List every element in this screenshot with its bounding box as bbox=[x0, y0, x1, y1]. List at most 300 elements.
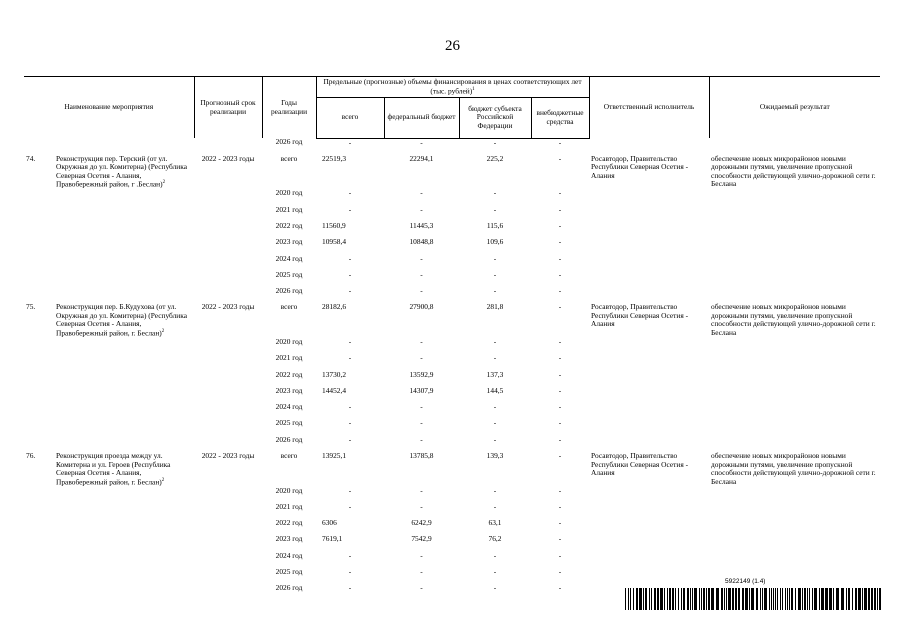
empty-cell bbox=[589, 387, 709, 403]
barcode-bar bbox=[703, 588, 705, 610]
empty-cell bbox=[589, 189, 709, 205]
federal-cell: - bbox=[420, 550, 423, 560]
empty-cell bbox=[709, 338, 880, 354]
total-cell: - bbox=[348, 204, 352, 214]
barcode-bar bbox=[798, 588, 801, 610]
empty-cell bbox=[589, 255, 709, 271]
federal-cell: 13592,9 bbox=[409, 369, 434, 379]
barcode-bar bbox=[836, 588, 839, 610]
total-cell: - bbox=[348, 286, 352, 296]
empty-cell bbox=[589, 503, 709, 519]
barcode-bar bbox=[630, 588, 631, 610]
subject-cell: - bbox=[493, 583, 497, 593]
responsible-cell: Росавтодор, Правительство Республики Северная Осетия - Алания bbox=[591, 451, 689, 478]
federal-cell: 13785,8 bbox=[409, 451, 434, 461]
barcode-bar bbox=[874, 588, 876, 610]
empty-cell bbox=[54, 584, 194, 600]
empty-cell bbox=[194, 487, 262, 503]
total-cell: - bbox=[348, 485, 352, 495]
table-body bbox=[24, 138, 880, 601]
extra-cell: - bbox=[558, 336, 562, 346]
extra-cell: - bbox=[558, 485, 562, 495]
empty-cell bbox=[709, 255, 880, 271]
barcode-bar bbox=[812, 588, 813, 610]
item-name-cell bbox=[54, 303, 194, 338]
year-cell: 2022 год bbox=[275, 220, 303, 230]
empty-cell bbox=[709, 271, 880, 287]
item-term-cell: 2022 - 2023 годы bbox=[201, 302, 255, 312]
barcode-bar bbox=[848, 588, 850, 610]
barcode-bar bbox=[858, 588, 861, 610]
barcode-bar bbox=[855, 588, 857, 610]
barcode-bar bbox=[724, 588, 725, 610]
item-number-cell: 76. bbox=[26, 451, 36, 461]
table-row bbox=[24, 238, 880, 254]
federal-cell: - bbox=[420, 567, 423, 577]
barcode-bar bbox=[690, 588, 691, 610]
federal-cell: - bbox=[420, 137, 423, 147]
empty-cell bbox=[709, 535, 880, 551]
total-cell: 10958,4 bbox=[322, 237, 347, 247]
barcode-bar bbox=[833, 588, 834, 610]
table-row bbox=[24, 138, 880, 155]
table-row bbox=[24, 371, 880, 387]
empty-cell bbox=[24, 436, 54, 452]
barcode-bar bbox=[829, 588, 832, 610]
item-name-cell bbox=[54, 452, 194, 487]
empty-cell bbox=[24, 338, 54, 354]
extra-cell: - bbox=[558, 418, 562, 428]
federal-cell: 7542,9 bbox=[411, 534, 432, 544]
barcode-bar bbox=[868, 588, 870, 610]
empty-cell bbox=[24, 419, 54, 435]
extra-cell: - bbox=[558, 353, 562, 363]
col-financing-header: Предельные (прогнозные) объемы финансирования в ценах соответствующих лет (тыс. рублей)$^1$ bbox=[316, 77, 589, 98]
empty-cell bbox=[194, 222, 262, 238]
barcode-bar bbox=[664, 588, 665, 610]
total-cell: 28182,6 bbox=[322, 302, 347, 312]
table-row bbox=[24, 271, 880, 287]
subject-cell: 144,5 bbox=[486, 385, 504, 395]
empty-cell bbox=[709, 519, 880, 535]
extra-cell: - bbox=[558, 583, 562, 593]
empty-cell bbox=[194, 403, 262, 419]
barcode-bar bbox=[756, 588, 758, 610]
subject-cell: - bbox=[493, 336, 497, 346]
total-cell: - bbox=[348, 353, 352, 363]
barcode-bar bbox=[716, 588, 719, 610]
barcode-bar bbox=[726, 588, 727, 610]
empty-cell bbox=[709, 206, 880, 222]
subject-cell: 137,3 bbox=[486, 369, 504, 379]
federal-cell: - bbox=[420, 418, 423, 428]
federal-cell: - bbox=[420, 286, 423, 296]
extra-cell: - bbox=[558, 534, 562, 544]
extra-cell: - bbox=[558, 518, 562, 528]
extra-cell: - bbox=[558, 269, 562, 279]
barcode-bar bbox=[678, 588, 679, 610]
empty-cell bbox=[54, 552, 194, 568]
empty-cell bbox=[194, 519, 262, 535]
total-cell: 11560,9 bbox=[322, 220, 346, 230]
year-cell: 2025 год bbox=[275, 269, 303, 279]
empty-cell bbox=[709, 222, 880, 238]
subject-cell: 109,6 bbox=[486, 237, 504, 247]
table-row bbox=[24, 303, 880, 338]
barcode-number: 5922149 (1.4) bbox=[725, 578, 766, 585]
responsible-cell: Росавтодор, Правительство Республики Северная Осетия - Алания bbox=[591, 302, 689, 329]
barcode-bar bbox=[789, 588, 790, 610]
federal-cell: - bbox=[420, 402, 423, 412]
result-cell: обеспечение новых микрорайонов новыми дорожными путями, увеличение пропускной способности действующей улично-дорожной сети г. Беслана bbox=[711, 451, 876, 486]
year-cell: 2026 год bbox=[275, 137, 303, 146]
barcode-bar bbox=[821, 588, 824, 610]
barcode-image bbox=[625, 588, 883, 610]
barcode-bar bbox=[802, 588, 803, 610]
subject-cell: 115,6 bbox=[486, 220, 504, 230]
result-cell: обеспечение новых микрорайонов новыми дорожными путями, увеличение пропускной способности действующей улично-дорожной сети г. Беслана bbox=[711, 302, 876, 337]
empty-cell bbox=[589, 238, 709, 254]
empty-cell bbox=[54, 238, 194, 254]
subject-cell: - bbox=[493, 269, 497, 279]
empty-cell bbox=[589, 436, 709, 452]
empty-cell bbox=[24, 371, 54, 387]
empty-cell bbox=[589, 487, 709, 503]
empty-cell bbox=[589, 222, 709, 238]
empty-cell bbox=[54, 568, 194, 584]
barcode-bar bbox=[745, 588, 748, 610]
barcode-bar bbox=[791, 588, 793, 610]
extra-cell: - bbox=[558, 237, 562, 247]
empty-cell bbox=[24, 206, 54, 222]
subject-cell: - bbox=[493, 353, 497, 363]
page-number: 26 bbox=[445, 38, 460, 54]
empty-cell bbox=[709, 552, 880, 568]
item-name-cell bbox=[54, 155, 194, 190]
barcode-bar bbox=[782, 588, 783, 610]
empty-cell bbox=[589, 535, 709, 551]
barcode-bar bbox=[657, 588, 659, 610]
table-row bbox=[24, 552, 880, 568]
table-row bbox=[24, 206, 880, 222]
subject-cell: - bbox=[493, 418, 497, 428]
barcode-bar bbox=[669, 588, 671, 610]
empty-cell bbox=[194, 387, 262, 403]
empty-cell bbox=[709, 287, 880, 303]
barcode-bar bbox=[751, 588, 754, 610]
barcode-bar bbox=[694, 588, 697, 610]
empty-cell bbox=[194, 503, 262, 519]
empty-cell bbox=[54, 338, 194, 354]
table-row bbox=[24, 436, 880, 452]
empty-cell bbox=[194, 419, 262, 435]
extra-cell: - bbox=[558, 385, 562, 395]
table-row bbox=[24, 387, 880, 403]
barcode-bar bbox=[735, 588, 737, 610]
empty-cell bbox=[589, 287, 709, 303]
item-name-text: Реконструкция пер. Терский (от ул. Окружная до ул. Комитерна) (Республика Северная Осетия - Алания, Правобережный район, г .Беслан) bbox=[56, 153, 188, 189]
empty-cell bbox=[709, 503, 880, 519]
empty-cell bbox=[54, 436, 194, 452]
federal-cell: - bbox=[420, 353, 423, 363]
extra-cell: - bbox=[558, 220, 562, 230]
total-cell: - bbox=[348, 402, 352, 412]
extra-cell: - bbox=[558, 501, 562, 511]
table-row bbox=[24, 354, 880, 370]
subject-cell: - bbox=[493, 485, 497, 495]
total-cell: - bbox=[348, 583, 352, 593]
empty-cell bbox=[194, 535, 262, 551]
year-cell: всего bbox=[280, 153, 298, 163]
empty-cell bbox=[709, 238, 880, 254]
col-responsible-header: Ответственный исполнитель bbox=[589, 77, 709, 139]
empty-cell bbox=[24, 584, 54, 600]
empty-cell bbox=[24, 519, 54, 535]
subject-cell: - bbox=[493, 137, 497, 147]
empty-cell bbox=[589, 403, 709, 419]
empty-cell bbox=[54, 222, 194, 238]
empty-cell bbox=[54, 503, 194, 519]
empty-cell bbox=[589, 371, 709, 387]
col-extra-header: внебюджетные средства bbox=[531, 97, 589, 138]
subject-cell: - bbox=[493, 204, 497, 214]
federal-cell: - bbox=[420, 583, 423, 593]
year-cell: 2020 год bbox=[275, 188, 303, 198]
item-number-cell: 74. bbox=[26, 153, 36, 163]
year-cell: 2024 год bbox=[275, 253, 303, 263]
empty-cell bbox=[24, 287, 54, 303]
table-row bbox=[24, 189, 880, 205]
total-cell: - bbox=[348, 418, 352, 428]
subject-cell: - bbox=[493, 402, 497, 412]
table-row bbox=[24, 487, 880, 503]
empty-cell bbox=[24, 255, 54, 271]
federal-cell: 22294,1 bbox=[409, 153, 434, 163]
year-cell: 2020 год bbox=[275, 485, 303, 495]
federal-cell: 27900,8 bbox=[409, 302, 434, 312]
year-cell: 2026 год bbox=[275, 434, 303, 444]
barcode-bar bbox=[804, 588, 806, 610]
barcode-bar bbox=[864, 588, 867, 610]
empty-cell bbox=[24, 535, 54, 551]
empty-cell bbox=[54, 287, 194, 303]
barcode-bar bbox=[633, 588, 634, 610]
subject-cell: 63,1 bbox=[488, 518, 502, 528]
total-cell: - bbox=[348, 188, 352, 198]
barcode-bar bbox=[706, 588, 707, 610]
year-cell: 2026 год bbox=[275, 583, 303, 593]
total-cell: - bbox=[348, 269, 352, 279]
barcode-bar bbox=[877, 588, 878, 610]
empty-cell bbox=[194, 338, 262, 354]
subject-cell: - bbox=[493, 550, 497, 560]
barcode-bar bbox=[787, 588, 788, 610]
subject-cell: 225,2 bbox=[486, 153, 504, 163]
empty-cell bbox=[54, 271, 194, 287]
subject-cell: - bbox=[493, 188, 497, 198]
empty-cell bbox=[589, 206, 709, 222]
table-row bbox=[24, 222, 880, 238]
table-row bbox=[24, 155, 880, 190]
extra-cell: - bbox=[558, 302, 562, 312]
barcode-bar bbox=[773, 588, 774, 610]
item-name-text: Реконструкция пер. Б.Кудухова (от ул. Окружная до ул. Комитерна) (Республика Северная Осетия - Алания, Правобережный район, г. Беслан) bbox=[56, 302, 188, 338]
barcode-bar bbox=[636, 588, 638, 610]
barcode-bar bbox=[625, 588, 626, 610]
subject-cell: - bbox=[493, 501, 497, 511]
extra-cell: - bbox=[558, 550, 562, 560]
empty-cell bbox=[194, 238, 262, 254]
empty-cell bbox=[24, 503, 54, 519]
empty-cell bbox=[54, 387, 194, 403]
empty-cell bbox=[589, 552, 709, 568]
barcode-bar bbox=[681, 588, 682, 610]
barcode-bar bbox=[742, 588, 744, 610]
barcode-bar bbox=[645, 588, 647, 610]
empty-cell bbox=[194, 568, 262, 584]
item-term-cell: 2022 - 2023 годы bbox=[201, 153, 255, 163]
barcode-bar bbox=[862, 588, 863, 610]
empty-cell bbox=[194, 436, 262, 452]
table-row bbox=[24, 503, 880, 519]
subject-cell: - bbox=[493, 434, 497, 444]
header-row-1 bbox=[24, 77, 880, 98]
empty-cell bbox=[194, 255, 262, 271]
empty-cell bbox=[709, 371, 880, 387]
item-name-footnote: 2 bbox=[162, 180, 166, 186]
year-cell: 2026 год bbox=[275, 286, 303, 296]
year-cell: 2022 год bbox=[275, 518, 303, 528]
year-cell: 2025 год bbox=[275, 418, 303, 428]
empty-cell bbox=[589, 271, 709, 287]
barcode-bar bbox=[660, 588, 663, 610]
year-cell: 2020 год bbox=[275, 336, 303, 346]
barcode-bar bbox=[764, 588, 767, 610]
extra-cell: - bbox=[558, 204, 562, 214]
table-row bbox=[24, 519, 880, 535]
barcode-bar bbox=[628, 588, 629, 610]
table-row bbox=[24, 338, 880, 354]
empty-cell bbox=[24, 222, 54, 238]
barcode-bar bbox=[687, 588, 689, 610]
empty-cell bbox=[194, 584, 262, 600]
empty-cell bbox=[589, 354, 709, 370]
barcode-bar bbox=[711, 588, 714, 610]
table-row bbox=[24, 287, 880, 303]
empty-cell bbox=[589, 338, 709, 354]
col-years-header: Годы реализации bbox=[262, 77, 316, 139]
federal-cell: 14307,9 bbox=[409, 385, 434, 395]
barcode-bar bbox=[871, 588, 873, 610]
year-cell: всего bbox=[280, 451, 298, 461]
responsible-cell: Росавтодор, Правительство Республики Северная Осетия - Алания bbox=[591, 153, 689, 180]
empty-cell bbox=[194, 287, 262, 303]
year-cell: 2024 год bbox=[275, 550, 303, 560]
empty-cell bbox=[709, 189, 880, 205]
year-cell: 2022 год bbox=[275, 369, 303, 379]
total-cell: - bbox=[348, 501, 352, 511]
result-cell: обеспечение новых микрорайонов новыми дорожными путями, увеличение пропускной способности действующей улично-дорожной сети г. Беслана bbox=[711, 153, 876, 189]
total-cell: 22519,3 bbox=[322, 153, 347, 163]
empty-cell bbox=[54, 255, 194, 271]
federal-cell: - bbox=[420, 434, 423, 444]
total-cell: - bbox=[348, 567, 352, 577]
subject-cell: - bbox=[493, 567, 497, 577]
barcode-bar bbox=[760, 588, 761, 610]
empty-cell bbox=[194, 189, 262, 205]
item-term-cell: 2022 - 2023 годы bbox=[201, 451, 255, 461]
empty-cell bbox=[589, 519, 709, 535]
empty-cell bbox=[194, 552, 262, 568]
barcode-bar bbox=[649, 588, 650, 610]
empty-cell bbox=[24, 189, 54, 205]
extra-cell: - bbox=[558, 253, 562, 263]
total-cell: 6306 bbox=[322, 518, 337, 528]
total-cell: 7619,1 bbox=[322, 534, 343, 544]
total-cell: - bbox=[348, 137, 352, 147]
empty-cell bbox=[24, 487, 54, 503]
empty-cell bbox=[54, 403, 194, 419]
empty-cell bbox=[54, 519, 194, 535]
barcode-bar bbox=[651, 588, 652, 610]
barcode-bar bbox=[762, 588, 763, 610]
barcode-bar bbox=[672, 588, 674, 610]
empty-cell bbox=[24, 238, 54, 254]
total-cell: 14452,4 bbox=[322, 385, 347, 395]
year-cell: 2023 год bbox=[275, 385, 303, 395]
col-total-header: всего bbox=[316, 97, 384, 138]
empty-cell bbox=[54, 535, 194, 551]
subject-cell: 281,8 bbox=[486, 302, 504, 312]
barcode-bar bbox=[814, 588, 817, 610]
extra-cell: - bbox=[558, 153, 562, 163]
barcode-bar bbox=[699, 588, 700, 610]
barcode-bar bbox=[675, 588, 676, 610]
table-row bbox=[24, 452, 880, 487]
barcode-bar bbox=[780, 588, 781, 610]
empty-cell bbox=[24, 387, 54, 403]
empty-cell bbox=[24, 552, 54, 568]
empty-cell bbox=[589, 419, 709, 435]
financing-table bbox=[24, 76, 880, 601]
federal-cell: 6242,9 bbox=[411, 518, 432, 528]
federal-cell: - bbox=[420, 269, 423, 279]
subject-cell: 76,2 bbox=[488, 534, 502, 544]
total-cell: - bbox=[348, 253, 352, 263]
empty-cell bbox=[589, 568, 709, 584]
federal-cell: - bbox=[420, 204, 423, 214]
empty-cell bbox=[24, 354, 54, 370]
total-cell: 13925,1 bbox=[322, 451, 347, 461]
barcode-bar bbox=[639, 588, 642, 610]
total-cell: - bbox=[348, 550, 352, 560]
extra-cell: - bbox=[558, 137, 562, 147]
subject-cell: - bbox=[493, 253, 497, 263]
barcode-bar bbox=[692, 588, 693, 610]
item-name-footnote: 2 bbox=[161, 328, 165, 334]
barcode-bar bbox=[769, 588, 770, 610]
year-cell: 2023 год bbox=[275, 534, 303, 544]
barcode-bar bbox=[777, 588, 778, 610]
federal-cell: - bbox=[420, 188, 423, 198]
extra-cell: - bbox=[558, 402, 562, 412]
item-name-footnote: 2 bbox=[161, 477, 165, 483]
barcode-bar bbox=[846, 588, 847, 610]
federal-cell: - bbox=[420, 253, 423, 263]
year-cell: 2025 год bbox=[275, 567, 303, 577]
total-cell: - bbox=[348, 434, 352, 444]
empty-cell bbox=[24, 271, 54, 287]
